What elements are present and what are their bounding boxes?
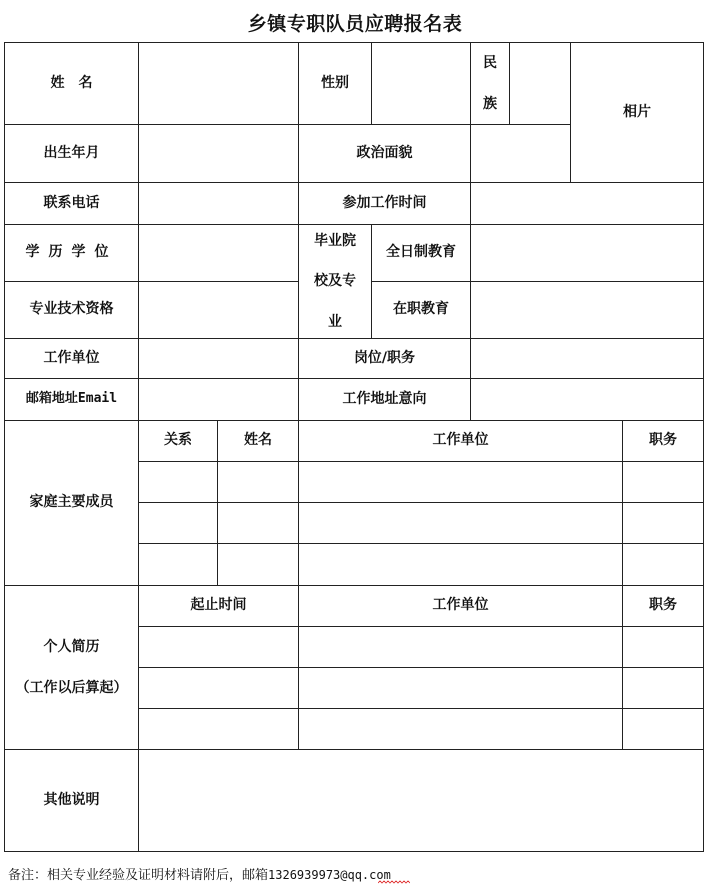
resume-header-title: 职务 xyxy=(649,597,677,614)
input-inservice-edu[interactable] xyxy=(471,282,703,338)
label-employer: 工作单位 xyxy=(43,349,100,366)
label-work-location: 工作地址意向 xyxy=(342,390,427,407)
label-resume xyxy=(5,586,138,749)
label-school-line2: 校及专 xyxy=(314,273,356,290)
label-school-line1: 毕业院 xyxy=(314,232,356,249)
input-degree[interactable] xyxy=(139,225,298,281)
family-row-3-name[interactable] xyxy=(218,544,298,584)
resume-row-3-title[interactable] xyxy=(623,709,703,749)
label-ethnicity-char1: 民 xyxy=(483,54,497,71)
input-other[interactable] xyxy=(139,750,703,851)
label-school-line3: 业 xyxy=(328,313,342,330)
label-qualification: 专业技术资格 xyxy=(29,301,114,318)
family-row-2-title[interactable] xyxy=(623,503,703,543)
resume-row-2-period[interactable] xyxy=(139,668,298,708)
family-row-3-title[interactable] xyxy=(623,544,703,584)
input-name[interactable] xyxy=(139,43,298,124)
input-fulltime-edu[interactable] xyxy=(471,225,703,281)
label-political: 政治面貌 xyxy=(356,144,413,161)
input-email[interactable] xyxy=(139,379,298,420)
label-resume-line2: （工作以后算起） xyxy=(15,679,128,696)
family-row-2-employer[interactable] xyxy=(299,503,622,543)
resume-row-2-title[interactable] xyxy=(623,668,703,708)
label-birth: 出生年月 xyxy=(43,144,100,161)
label-gender: 性别 xyxy=(321,74,349,91)
label-fulltime-edu: 全日制教育 xyxy=(386,244,456,261)
label-ethnicity xyxy=(471,43,509,124)
input-birth[interactable] xyxy=(139,125,298,182)
label-family: 家庭主要成员 xyxy=(29,494,114,511)
input-employer[interactable] xyxy=(139,339,298,378)
family-row-3-employer[interactable] xyxy=(299,544,622,584)
input-qualification[interactable] xyxy=(139,282,298,338)
label-other: 其他说明 xyxy=(43,791,100,808)
input-work-start[interactable] xyxy=(471,183,703,224)
label-name: 姓 名 xyxy=(50,74,93,91)
family-header-name: 姓名 xyxy=(244,432,272,449)
input-phone[interactable] xyxy=(139,183,298,224)
label-position: 岗位/职务 xyxy=(353,349,416,366)
resume-row-1-employer[interactable] xyxy=(299,627,622,667)
family-row-2-name[interactable] xyxy=(218,503,298,543)
family-row-1-name[interactable] xyxy=(218,462,298,502)
resume-row-3-period[interactable] xyxy=(139,709,298,749)
footer-email: 1326939973@qq.com xyxy=(268,868,391,882)
input-ethnicity[interactable] xyxy=(510,43,570,124)
label-phone: 联系电话 xyxy=(43,194,100,211)
family-row-3-relation[interactable] xyxy=(139,544,217,584)
family-row-1-title[interactable] xyxy=(623,462,703,502)
resume-row-3-employer[interactable] xyxy=(299,709,622,749)
family-row-2-relation[interactable] xyxy=(139,503,217,543)
family-header-employer: 工作单位 xyxy=(432,432,489,449)
input-gender[interactable] xyxy=(372,43,470,124)
label-resume-line1: 个人简历 xyxy=(43,638,100,655)
border-bottom xyxy=(4,851,704,852)
form-title: 乡镇专职队员应聘报名表 xyxy=(247,13,463,35)
footer-note-text: 备注：相关专业经验及证明材料请附后，邮箱 xyxy=(8,868,269,883)
resume-row-1-title[interactable] xyxy=(623,627,703,667)
input-position[interactable] xyxy=(471,339,703,378)
resume-row-2-employer[interactable] xyxy=(299,668,622,708)
label-inservice-edu: 在职教育 xyxy=(393,301,449,318)
family-header-title: 职务 xyxy=(649,432,677,449)
footer-note xyxy=(8,864,391,883)
family-row-1-relation[interactable] xyxy=(139,462,217,502)
label-school-major xyxy=(299,225,371,338)
resume-header-employer: 工作单位 xyxy=(432,597,489,614)
label-email: 邮箱地址Email xyxy=(25,391,118,407)
input-work-location[interactable] xyxy=(471,379,703,420)
input-political[interactable] xyxy=(471,125,570,182)
label-degree: 学历学位 xyxy=(25,244,118,261)
photo-box: 相片 xyxy=(623,103,651,120)
resume-row-1-period[interactable] xyxy=(139,627,298,667)
label-ethnicity-char2: 族 xyxy=(483,95,497,112)
border-right xyxy=(703,42,704,852)
family-header-relation: 关系 xyxy=(164,432,192,449)
resume-header-period: 起止时间 xyxy=(190,597,247,614)
family-row-1-employer[interactable] xyxy=(299,462,622,502)
spellcheck-underline xyxy=(378,880,410,884)
label-work-start: 参加工作时间 xyxy=(342,194,427,211)
